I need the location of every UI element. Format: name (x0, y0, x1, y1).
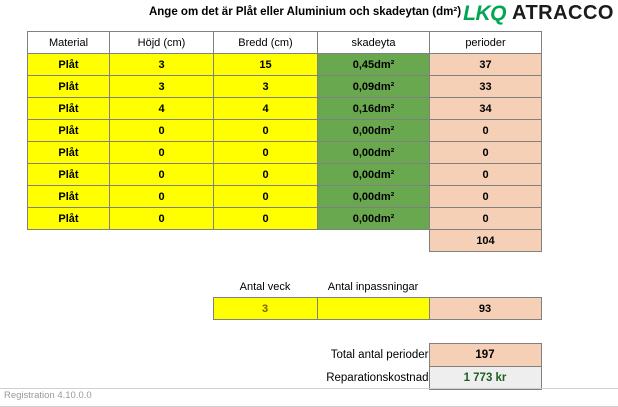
cell-skadeyta: 0,00dm² (318, 208, 430, 230)
cell-material[interactable]: Plåt (28, 164, 110, 186)
cell-perioder: 0 (430, 186, 542, 208)
cell-material[interactable]: Plåt (28, 208, 110, 230)
table-row (28, 98, 542, 120)
adjustments-value-row (27, 298, 541, 320)
spacer-cell (109, 276, 213, 298)
cell-bredd[interactable]: 15 (214, 54, 318, 76)
cell-perioder: 37 (430, 54, 542, 76)
spacer-cell (109, 344, 213, 367)
cell-hojd[interactable]: 0 (110, 120, 214, 142)
value-reparationskostnad: 1 773 kr (429, 367, 541, 390)
cell-hojd[interactable]: 0 (110, 142, 214, 164)
cell-bredd[interactable]: 0 (214, 142, 318, 164)
adjustments-table (27, 276, 542, 320)
version-label: Registration 4.10.0.0 (4, 390, 92, 401)
table-row (28, 142, 542, 164)
table-row (28, 208, 542, 230)
totals-table (27, 343, 542, 390)
cell-hojd[interactable]: 3 (110, 54, 214, 76)
column-header-skadeyta: skadeyta (318, 32, 430, 54)
cell-skadeyta: 0,00dm² (318, 142, 430, 164)
spacer-cell (429, 276, 541, 298)
totals-block (27, 343, 542, 390)
cell-material[interactable]: Plåt (28, 186, 110, 208)
cell-perioder-subtotal: 104 (430, 230, 542, 252)
total-perioder-row (27, 344, 541, 367)
table-row (28, 120, 542, 142)
cell-perioder: 34 (430, 98, 542, 120)
adjustments-header-row (27, 276, 541, 298)
brand-logo (463, 0, 614, 26)
cell-material[interactable]: Plåt (28, 98, 110, 120)
input-antal-veck[interactable]: 3 (213, 298, 317, 320)
table-row (28, 54, 542, 76)
column-header-hojd: Höjd (cm) (110, 32, 214, 54)
cell-bredd[interactable]: 0 (214, 164, 318, 186)
label-antal-inpassningar: Antal inpassningar (317, 276, 429, 298)
damage-table (27, 31, 542, 252)
spacer-cell (27, 276, 109, 298)
spacer-cell (27, 298, 109, 320)
cell-skadeyta: 0,00dm² (318, 164, 430, 186)
cell-bredd[interactable]: 4 (214, 98, 318, 120)
adjustments-block (27, 276, 542, 320)
cell-perioder: 0 (430, 142, 542, 164)
app-header (0, 0, 618, 26)
spacer-cell (318, 230, 430, 252)
spacer-cell (109, 367, 213, 390)
value-total-antal-perioder: 197 (429, 344, 541, 367)
spacer-cell (214, 230, 318, 252)
cell-material[interactable]: Plåt (28, 76, 110, 98)
atracco-logo-text: ATRACCO (511, 2, 614, 24)
spacer-cell (27, 367, 109, 390)
spacer-cell (28, 230, 110, 252)
table-row (28, 164, 542, 186)
cell-skadeyta: 0,09dm² (318, 76, 430, 98)
spacer-cell (27, 344, 109, 367)
column-header-bredd: Bredd (cm) (214, 32, 318, 54)
cell-skadeyta: 0,00dm² (318, 186, 430, 208)
column-header-material: Material (28, 32, 110, 54)
cell-bredd[interactable]: 0 (214, 120, 318, 142)
cell-perioder: 33 (430, 76, 542, 98)
spreadsheet-area (0, 26, 618, 407)
subtotal-row (28, 230, 542, 252)
lkq-logo-text: LKQ (463, 1, 506, 25)
cell-material[interactable]: Plåt (28, 120, 110, 142)
cell-bredd[interactable]: 0 (214, 186, 318, 208)
cell-perioder: 0 (430, 208, 542, 230)
cell-hojd[interactable]: 0 (110, 164, 214, 186)
label-antal-veck: Antal veck (213, 276, 317, 298)
cell-hojd[interactable]: 0 (110, 208, 214, 230)
input-antal-inpassningar[interactable] (317, 298, 429, 320)
cell-bredd[interactable]: 0 (214, 208, 318, 230)
cell-hojd[interactable]: 4 (110, 98, 214, 120)
page-title: Ange om det är Plåt eller Aluminium och skadeytan (dm²) (148, 6, 462, 18)
cell-bredd[interactable]: 3 (214, 76, 318, 98)
cell-material[interactable]: Plåt (28, 142, 110, 164)
cell-hojd[interactable]: 0 (110, 186, 214, 208)
cell-material[interactable]: Plåt (28, 54, 110, 76)
spacer-cell (110, 230, 214, 252)
cell-hojd[interactable]: 3 (110, 76, 214, 98)
cell-perioder: 0 (430, 164, 542, 186)
table-row (28, 76, 542, 98)
spacer-cell (109, 298, 213, 320)
cell-skadeyta: 0,45dm² (318, 54, 430, 76)
label-reparationskostnad: Reparationskostnad (213, 367, 429, 390)
divider-line (0, 388, 618, 389)
table-header-row (28, 32, 542, 54)
cell-skadeyta: 0,16dm² (318, 98, 430, 120)
label-total-antal-perioder: Total antal perioder (213, 344, 429, 367)
cell-perioder: 0 (430, 120, 542, 142)
column-header-perioder: perioder (430, 32, 542, 54)
reparationskostnad-row (27, 367, 541, 390)
cell-adjustments-result: 93 (429, 298, 541, 320)
table-row (28, 186, 542, 208)
cell-skadeyta: 0,00dm² (318, 120, 430, 142)
